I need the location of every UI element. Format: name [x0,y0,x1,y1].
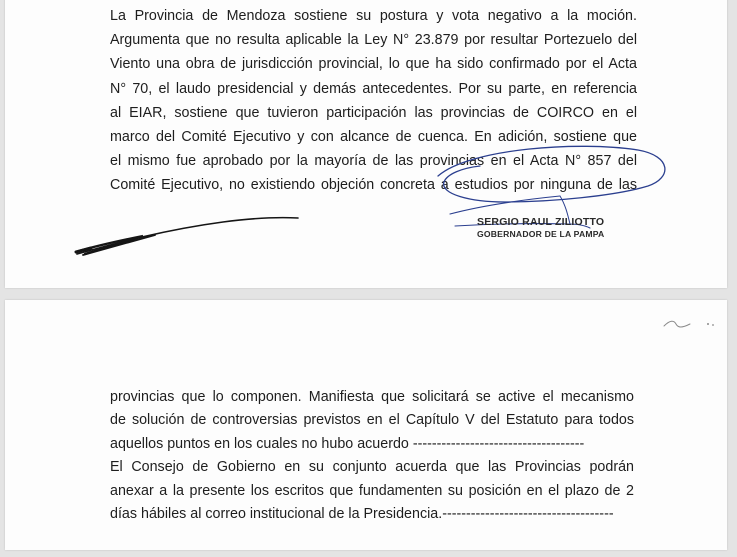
stamp-title: GOBERNADOR DE LA PAMPA [477,229,605,239]
text-line: El Consejo de Gobierno en su conjunto acuerda que las Provincias podrán [110,459,634,476]
text-line: marco del Comité Ejecutivo y con alcance de cuenca. En adición, sostiene que [110,128,637,145]
signature-stamp [477,216,604,240]
text-line: anexar a la presente los escritos que fundamenten su posición en el plazo de 2 [110,482,634,499]
text-line: provincias que lo componen. Manifiesta que solicitará se active el mecanismo [110,389,634,405]
handwritten-signature-left [73,208,313,268]
text-line: aquellos puntos en los cuales no hubo acuerdo ------------------------------------ [110,435,585,452]
stamp-name: SERGIO RAUL ZILIOTTO [477,216,605,228]
text-line: Comité Ejecutivo, no existiendo objeción concreta a estudios por ninguna de las [110,177,637,194]
text-line: La Provincia de Mendoza sostiene su postura y vota negativo a la moción. [110,8,637,24]
document-page-1 [5,0,727,288]
text-line: N° 70, el laudo presidencial y demás antecedentes. Por su parte, en referencia [110,80,637,97]
text-line: el mismo fue aprobado por la mayoría de las provincias en el Acta N° 857 del [110,153,637,170]
ink-mark-icon [660,312,720,336]
paragraph-continuation [110,386,634,526]
text-line: Argumenta que no resulta aplicable la Ley N° 23.879 por resultar Portezuelo del [110,32,637,49]
text-line: Viento una obra de jurisdicción provincial, lo que ha sido confirmado por el Acta [110,56,637,73]
text-line: días hábiles al correo institucional de la Presidencia.------------------------------------ [110,505,614,522]
text-line: al EIAR, sostiene que tuvieron participación las provincias de COIRCO en el [110,104,637,121]
text-line: de solución de controversias previstos en el Capítulo V del Estatuto para todos [110,412,634,429]
document-page-2 [5,300,727,550]
